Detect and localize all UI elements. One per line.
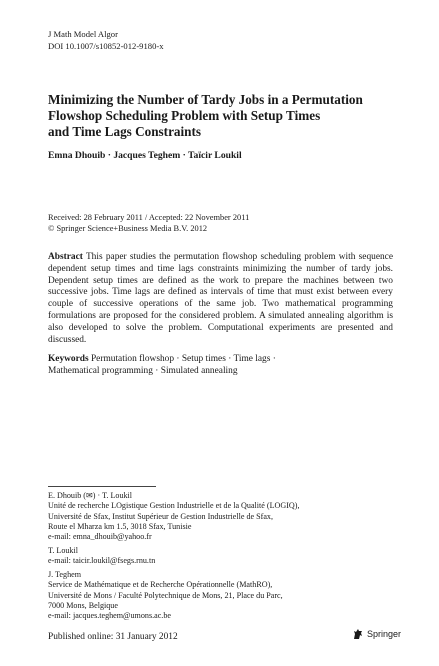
title-line-3: and Time Lags Constraints [48,124,202,139]
affiliation-line: Unité de recherche LOgistique Gestion Industrielle et de la Qualité (LOGIQ), [48,501,300,511]
abstract-heading: Abstract [48,252,83,262]
received-date: Received: 28 February 2011 / Accepted: 22 November 2011 [48,213,250,222]
affiliation-email: e-mail: emna_dhouib@yahoo.fr [48,532,152,542]
affiliation-line: Université de Sfax, Institut Supérieur de Gestion Industrielle de Sfax, [48,511,274,521]
affiliation-block [48,491,388,542]
affiliation-line: 7000 Mons, Belgique [48,600,118,610]
title-line-2: Flowshop Scheduling Problem with Setup Times [48,108,321,123]
keywords-line-1: Permutation flowshop · Setup times · Time lags · [90,354,276,364]
springer-horse-icon [352,628,364,640]
published-online: Published online: 31 January 2012 [48,632,178,642]
affiliation-name: E. Dhouib (✉) · T. Loukil [48,491,133,500]
title-line-1: Minimizing the Number of Tardy Jobs in a Permutation [48,92,363,107]
abstract [48,252,393,346]
keywords-heading: Keywords [48,354,89,364]
abstract-text: This paper studies the permutation flowshop scheduling problem with sequence dependent setup times and time lags constraints minimizing the number of tardy jobs. Dependent setup times are defined as the work to prepare the machines between two successive jobs. Time lags are defined as intervals of time that must exist between every couple of successive operations of the same job. Two mathematical programming formulations are proposed for the considered problem. A simulated annealing algorithm is also developed to solve the problem. Computational experiments are presented and discussed. [48,252,393,345]
affiliation-email: e-mail: jacques.teghem@umons.ac.be [48,611,171,621]
keywords [48,353,393,377]
affiliation-name: T. Loukil [48,546,78,555]
footnote-rule [48,486,156,487]
keywords-line-2: Mathematical programming · Simulated annealing [48,366,238,376]
springer-logo [352,628,401,640]
authors: Emna Dhouib · Jacques Teghem · Taïcir Loukil [48,150,242,161]
doi: DOI 10.1007/s10852-012-9180-x [48,40,164,51]
affiliation-line: Université de Mons / Faculté Polytechnique de Mons, 21, Place du Parc, [48,590,283,600]
affiliation-name: J. Teghem [48,570,82,579]
copyright: © Springer Science+Business Media B.V. 2012 [48,224,208,233]
affiliation-line: Route el Mharza km 1.5, 3018 Sfax, Tunisie [48,521,192,531]
journal-name: J Math Model Algor [48,29,118,39]
affiliation-block [48,570,388,621]
affiliation-block [48,546,388,567]
paper-title [48,92,398,140]
dates-block [48,212,249,234]
springer-wordmark: Springer [367,629,402,639]
affiliation-email: e-mail: taicir.loukil@fsegs.rnu.tn [48,556,156,566]
affiliation-line: Service de Mathématique et de Recherche Opérationnelle (MathRO), [48,580,273,590]
journal-header [48,29,164,52]
